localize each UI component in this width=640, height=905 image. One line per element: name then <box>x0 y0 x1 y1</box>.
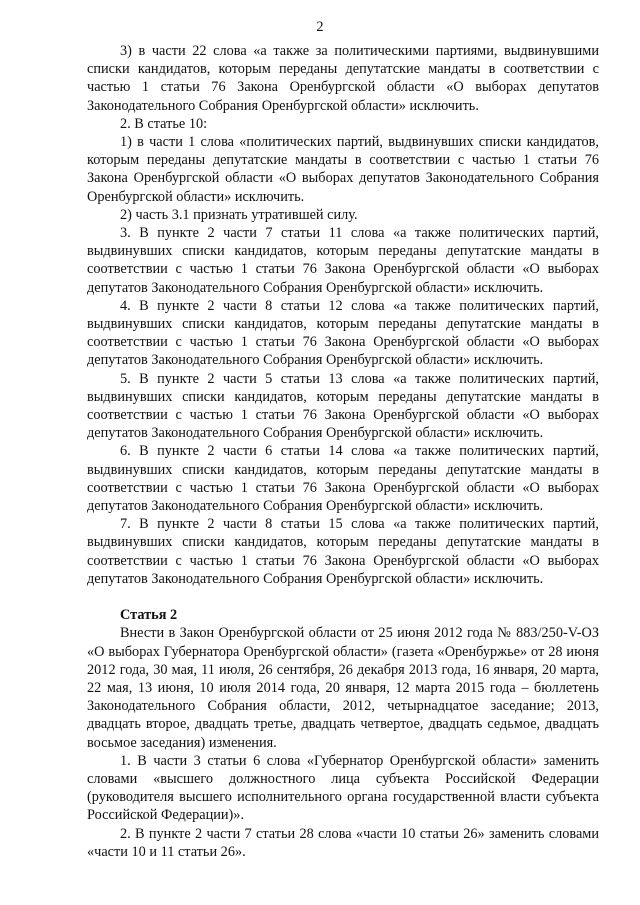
article-2-heading: Статья 2 <box>120 607 178 624</box>
article-2-item-2: 2. В пункте 2 части 7 статьи 28 слова «части 10 статьи 26» заменить словами «части 10 и 11 статьи 26». <box>87 825 599 860</box>
article-2-item-1: 1. В части 3 статьи 6 слова «Губернатор Оренбургской области» заменить словами «высшего должностного лица субъекта Российской Федерации (руководителя высшего исполнительного органа государственной власти субъекта Российской Федерации)». <box>87 752 599 824</box>
paragraph-10-part-3-1: 2) часть 3.1 признать утратившей силу. <box>120 206 358 223</box>
paragraph-article-10: 2. В статье 10: <box>120 115 208 132</box>
paragraph-10-part-1: 1) в части 1 слова «политических партий, выдвинувших списки кандидатов, которым переданы депутатские мандаты в соответствии с частью 1 статьи 76 Закона Оренбургской области «О выборах депутатов Законодательного Собрания Оренбургской области» исключить. <box>87 134 599 205</box>
paragraph-3-part-22: 3) в части 22 слова «а также за политическими партиями, выдвинувшими списки кандидатов, которым переданы депутатские мандаты в соответствии с частью 1 статьи 76 Закона Оренбургской области «О выборах депутатов Законодательного Собрания Оренбургской области» исключить. <box>87 43 599 114</box>
paragraph-item-3: 3. В пункте 2 части 7 статьи 11 слова «а также политических партий, выдвинувших списки кандидатов, которым переданы депутатские мандаты в соответствии с частью 1 статьи 76 Закона Оренбургской области «О выборах депутатов Законодательного Собрания Оренбургской области» исключить. <box>87 225 599 296</box>
paragraph-item-4: 4. В пункте 2 части 8 статьи 12 слова «а также политических партий, выдвинувших списки кандидатов, которым переданы депутатские мандаты в соответствии с частью 1 статьи 76 Закона Оренбургской области «О выборах депутатов Законодательного Собрания Оренбургской области» исключить. <box>87 297 599 369</box>
page-number: 2 <box>316 19 324 35</box>
paragraph-item-7: 7. В пункте 2 части 8 статьи 15 слова «а также политических партий, выдвинувших списки кандидатов, которым переданы депутатские мандаты в соответствии с частью 1 статьи 76 Закона Оренбургской области «О выборах депутатов Законодательного Собрания Оренбургской области» исключить. <box>87 516 599 587</box>
paragraph-item-6: 6. В пункте 2 части 6 статьи 14 слова «а также политических партий, выдвинувших списки кандидатов, которым переданы депутатские мандаты в соответствии с частью 1 статьи 76 Закона Оренбургской области «О выборах депутатов Законодательного Собрания Оренбургской области» исключить. <box>87 443 599 515</box>
article-2-intro: Внести в Закон Оренбургской области от 25 июня 2012 года № 883/250-V-ОЗ «О выборах Губернатора Оренбургской области» (газета «Оренбуржье» от 28 июня 2012 года, 30 мая, 11 июля, 26 сентября, 26 декабря 2013 года, 16 января, 20 марта, 22 мая, 13 июня, 10 июля 2014 года, 20 января, 12 марта 2015 года – бюллетень Законодательного Собрания области, 2012, четырнадцатое заседание; 2013, двадцать второе, двадцать третье, двадцать четвертое, двадцать седьмое, двадцать восьмое заседания) изменения. <box>87 625 599 751</box>
document-body <box>87 42 599 861</box>
section-spacer <box>87 588 599 606</box>
paragraph-item-5: 5. В пункте 2 части 5 статьи 13 слова «а также политических партий, выдвинувших списки кандидатов, которым переданы депутатские мандаты в соответствии с частью 1 статьи 76 Закона Оренбургской области «О выборах депутатов Законодательного Собрания Оренбургской области» исключить. <box>87 370 599 442</box>
